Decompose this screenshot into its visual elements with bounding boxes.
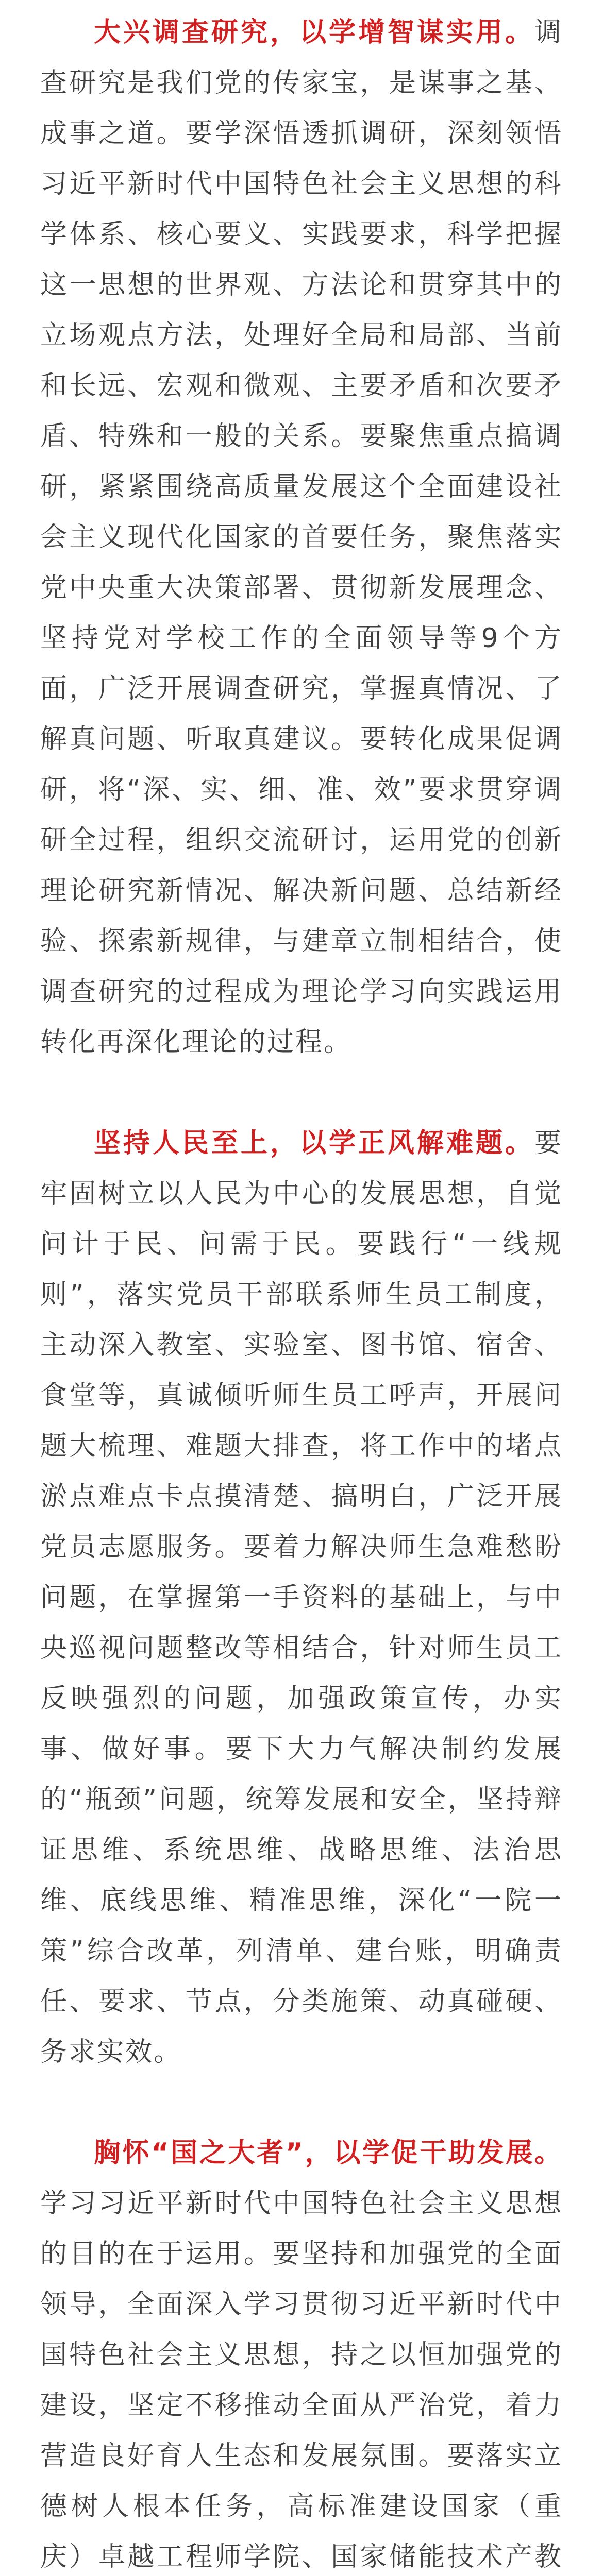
paragraph-heading: 胸怀“国之大者”，以学促干助发展。 xyxy=(94,2138,563,2168)
paragraph-body: 学习习近平新时代中国特色社会主义思想的目的在于运用。要坚持和加强党的全面领导，全面深入学习贯彻习近平新时代中国特色社会主义思想，持之以恒加强党的建设，坚定不移推动全面从严治党，着力营造良好育人生态和发展氛围。要落实立德树人根本任务，高标准建设国家（重庆）卓越工程师学院、国家储能技术产教 xyxy=(40,2188,563,2572)
paragraph-body: 调查研究是我们党的传家宝，是谋事之基、成事之道。要学深悟透抓调研，深刻领悟习近平新时代中国特色社会主义思想的科学体系、核心要义、实践要求，科学把握这一思想的世界观、方法论和贯穿其中的立场观点方法，处理好全局和局部、当前和长远、宏观和微观、主要矛盾和次要矛盾、特殊和一般的关系。要聚焦重点搞调研，紧紧围绕高质量发展这个全面建设社会主义现代化国家的首要任务，聚焦落实党中央重大决策部署、贯彻新发展理念、坚持党对学校工作的全面领导等9个方面，广泛开展调查研究，掌握真情况、了解真问题、听取真建议。要转化成果促调研，将“深、实、细、准、效”要求贯穿调研全过程，组织交流研讨，运用党的创新理论研究新情况、解决新问题、总结新经验、探索新规律，与建章立制相结合，使调查研究的过程成为理论学习向实践运用转化再深化理论的过程。 xyxy=(40,17,563,1058)
paragraph-heading: 坚持人民至上，以学正风解难题。 xyxy=(94,1128,534,1159)
paragraph-body: 要牢固树立以人民为中心的发展思想，自觉问计于民、问需于民。要践行“一线规则”，落实党员干部联系师生员工制度，主动深入教室、实验室、图书馆、宿舍、食堂等，真诚倾听师生员工呼声，开展问题大梳理、难题大排查，将工作中的堵点淤点难点卡点摸清楚、搞明白，广泛开展党员志愿服务。要着力解决师生急难愁盼问题，在掌握第一手资料的基础上，与中央巡视问题整改等相结合，针对师生员工反映强烈的问题，加强政策宣传，办实事、做好事。要下大力气解决制约发展的“瓶颈”问题，统筹发展和安全，坚持辩证思维、系统思维、战略思维、法治思维、底线思维、精准思维，深化“一院一策”综合改革，列清单、建台账，明确责任、要求、节点，分类施策、动真碰硬、务求实效。 xyxy=(40,1128,563,2067)
paragraph-people xyxy=(40,1118,563,2077)
paragraph-research xyxy=(40,7,563,1067)
paragraph-development xyxy=(40,2128,563,2576)
paragraph-heading: 大兴调查研究，以学增智谋实用。 xyxy=(94,17,534,48)
